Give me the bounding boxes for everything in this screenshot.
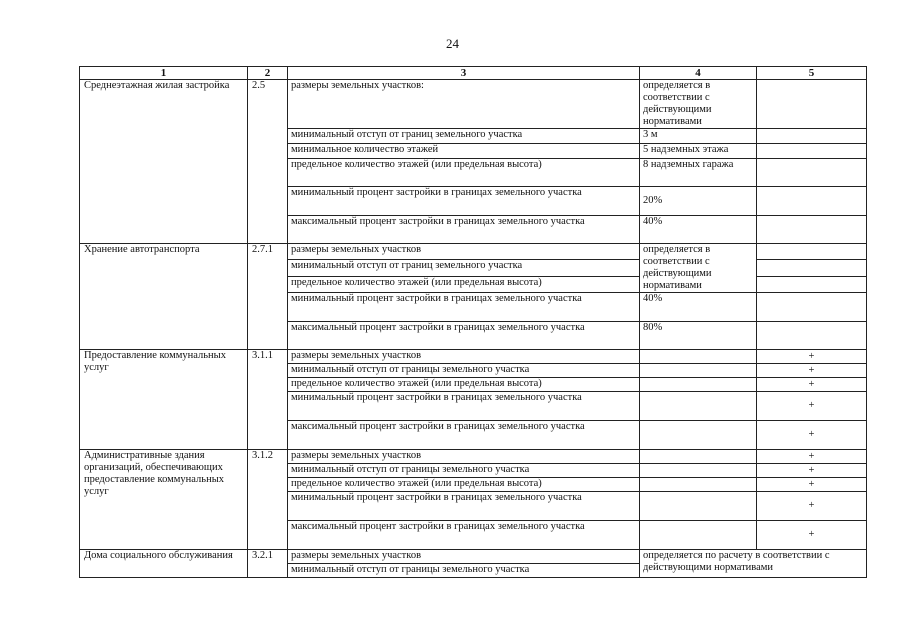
table-row <box>80 80 867 129</box>
header-col-2: 2 <box>248 67 288 80</box>
use-type-code: 2.5 <box>248 80 288 244</box>
parameter-name: максимальный процент застройки в границах земельного участка <box>288 216 640 244</box>
header-col-4: 4 <box>640 67 757 80</box>
use-type-name: Административные здания организаций, обеспечивающих предоставление коммунальных услуг <box>80 450 248 550</box>
parameter-value <box>640 421 757 450</box>
permission-mark <box>757 244 867 260</box>
permission-mark: + <box>757 492 867 521</box>
table-row <box>80 244 867 260</box>
parameter-value: определяется по расчету в соответствии с действующими нормативами <box>640 550 867 578</box>
parameter-value: 20% <box>640 187 757 216</box>
table-row <box>80 450 867 464</box>
use-type-name: Среднеэтажная жилая застройка <box>80 80 248 244</box>
parameter-name: предельное количество этажей (или предельная высота) <box>288 276 640 292</box>
parameter-value: 40% <box>640 216 757 244</box>
header-col-1: 1 <box>80 67 248 80</box>
permission-mark: + <box>757 392 867 421</box>
header-row <box>80 67 867 80</box>
parameter-name: предельное количество этажей (или предельная высота) <box>288 378 640 392</box>
use-type-name: Предоставление коммунальных услуг <box>80 350 248 450</box>
permission-mark: + <box>757 478 867 492</box>
parameter-name: предельное количество этажей (или предельная высота) <box>288 478 640 492</box>
parameter-name: минимальный процент застройки в границах земельного участка <box>288 392 640 421</box>
permission-mark <box>757 322 867 350</box>
parameter-name: максимальный процент застройки в границах земельного участка <box>288 521 640 550</box>
parameter-value: 8 надземных гаража <box>640 159 757 187</box>
parameter-value <box>640 521 757 550</box>
use-type-name: Хранение автотранспорта <box>80 244 248 350</box>
permission-mark: + <box>757 364 867 378</box>
header-col-3: 3 <box>288 67 640 80</box>
table-row <box>80 550 867 564</box>
permission-mark: + <box>757 421 867 450</box>
header-col-5: 5 <box>757 67 867 80</box>
parameter-name: минимальный процент застройки в границах земельного участка <box>288 492 640 521</box>
use-type-code: 3.2.1 <box>248 550 288 578</box>
parameter-name: минимальный процент застройки в границах земельного участка <box>288 187 640 216</box>
use-type-code: 2.7.1 <box>248 244 288 350</box>
parameter-value: 3 м <box>640 129 757 144</box>
permission-mark <box>757 129 867 144</box>
parameter-value: определяется в соответствии с действующими нормативами <box>640 80 757 129</box>
parameter-name: минимальный отступ от границы земельного участка <box>288 564 640 578</box>
permission-mark: + <box>757 450 867 464</box>
parameter-value <box>640 450 757 464</box>
parameter-value: 5 надземных этажа <box>640 144 757 159</box>
parameter-name: минимальное количество этажей <box>288 144 640 159</box>
use-type-code: 3.1.2 <box>248 450 288 550</box>
parameter-name: предельное количество этажей (или предельная высота) <box>288 159 640 187</box>
parameter-name: размеры земельных участков <box>288 244 640 260</box>
permission-mark <box>757 187 867 216</box>
permission-mark <box>757 260 867 276</box>
parameter-name: минимальный процент застройки в границах земельного участка <box>288 293 640 322</box>
parameter-name: минимальный отступ от границ земельного участка <box>288 129 640 144</box>
parameter-value <box>640 350 757 364</box>
permission-mark <box>757 144 867 159</box>
parameter-name: размеры земельных участков <box>288 350 640 364</box>
permission-mark: + <box>757 464 867 478</box>
use-type-name: Дома социального обслуживания <box>80 550 248 578</box>
permission-mark <box>757 276 867 292</box>
parameter-name: минимальный отступ от границ земельного участка <box>288 260 640 276</box>
parameter-name: минимальный отступ от границы земельного участка <box>288 464 640 478</box>
parameter-name: размеры земельных участков <box>288 550 640 564</box>
parameter-value <box>640 364 757 378</box>
parameter-value: 80% <box>640 322 757 350</box>
permission-mark: + <box>757 378 867 392</box>
permission-mark <box>757 293 867 322</box>
parameter-name: размеры земельных участков <box>288 450 640 464</box>
permission-mark: + <box>757 521 867 550</box>
parameter-name: размеры земельных участков: <box>288 80 640 129</box>
zoning-parameters-table <box>79 66 867 578</box>
table-row <box>80 350 867 364</box>
permission-mark: + <box>757 350 867 364</box>
parameter-value: определяется в соответствии с действующими нормативами <box>640 244 757 293</box>
parameter-name: максимальный процент застройки в границах земельного участка <box>288 322 640 350</box>
parameter-name: максимальный процент застройки в границах земельного участка <box>288 421 640 450</box>
parameter-value <box>640 378 757 392</box>
page-number: 24 <box>446 36 459 51</box>
permission-mark <box>757 80 867 129</box>
parameter-value <box>640 464 757 478</box>
parameter-name: минимальный отступ от границы земельного участка <box>288 364 640 378</box>
permission-mark <box>757 159 867 187</box>
parameter-value <box>640 392 757 421</box>
permission-mark <box>757 216 867 244</box>
parameter-value <box>640 478 757 492</box>
use-type-code: 3.1.1 <box>248 350 288 450</box>
parameter-value: 40% <box>640 293 757 322</box>
parameter-value <box>640 492 757 521</box>
